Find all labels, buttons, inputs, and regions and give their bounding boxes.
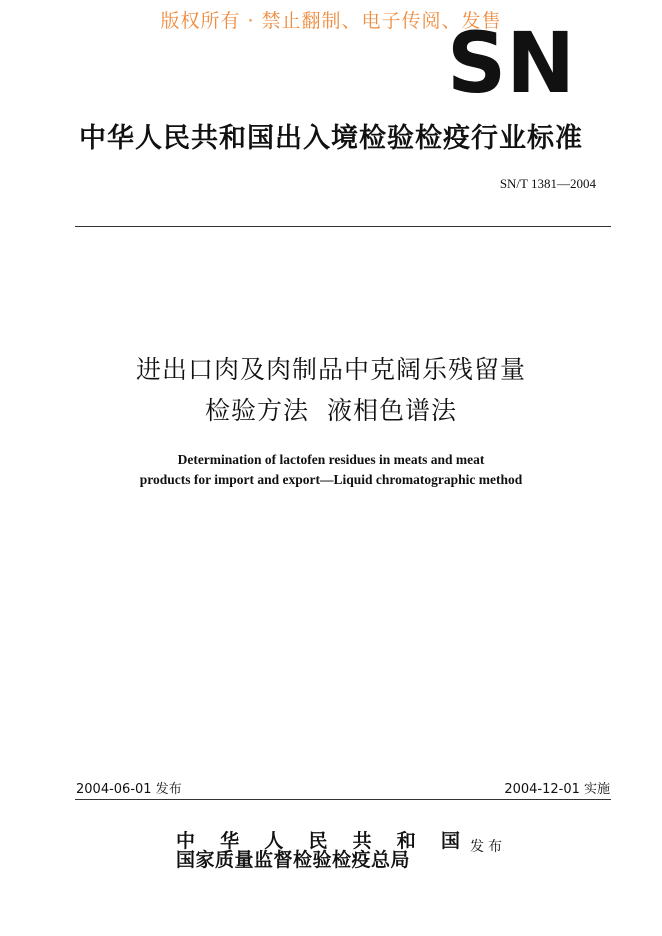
issuer-country-char: 人 xyxy=(264,830,284,852)
effective-date: 2004-12-01 实施 xyxy=(504,782,610,797)
standard-category: 中华人民共和国出入境检验检疫行业标准 xyxy=(79,123,583,154)
issuer-country-char: 华 xyxy=(220,830,240,852)
issuer-country-char: 中 xyxy=(176,830,196,852)
issuer-country-char: 共 xyxy=(352,830,372,852)
issue-date: 2004-06-01 发布 xyxy=(76,782,182,797)
watermark-text: 版权所有 · 禁止翻制、电子传阅、发售 xyxy=(160,10,502,32)
sn-logo-text: SN xyxy=(447,28,575,98)
issuer-country-char: 民 xyxy=(308,830,328,852)
publish-label: 发布 xyxy=(470,839,506,855)
issuer-country-char: 国 xyxy=(440,830,460,852)
title-cn-line2-part1: 检验方法 xyxy=(204,396,309,425)
title-cn-line1: 进出口肉及肉制品中克阔乐残留量 xyxy=(135,355,526,384)
top-divider xyxy=(75,226,611,227)
title-en-line1: Determination of lactofen residues in meats and meat xyxy=(177,452,485,467)
standard-code: SN/T 1381—2004 xyxy=(499,176,596,191)
sn-logo xyxy=(446,28,576,98)
title-en-line2: products for import and export—Liquid chromatographic method xyxy=(139,472,523,487)
title-cn-line2 xyxy=(0,391,662,427)
sn-logo-graphic xyxy=(446,28,576,98)
title-cn-line2-part2: 液相色谱法 xyxy=(327,396,458,425)
issuer-agency: 国家质量监督检验检疫总局 xyxy=(176,849,411,871)
bottom-divider xyxy=(75,799,611,800)
issuer-country-char: 和 xyxy=(396,830,416,852)
